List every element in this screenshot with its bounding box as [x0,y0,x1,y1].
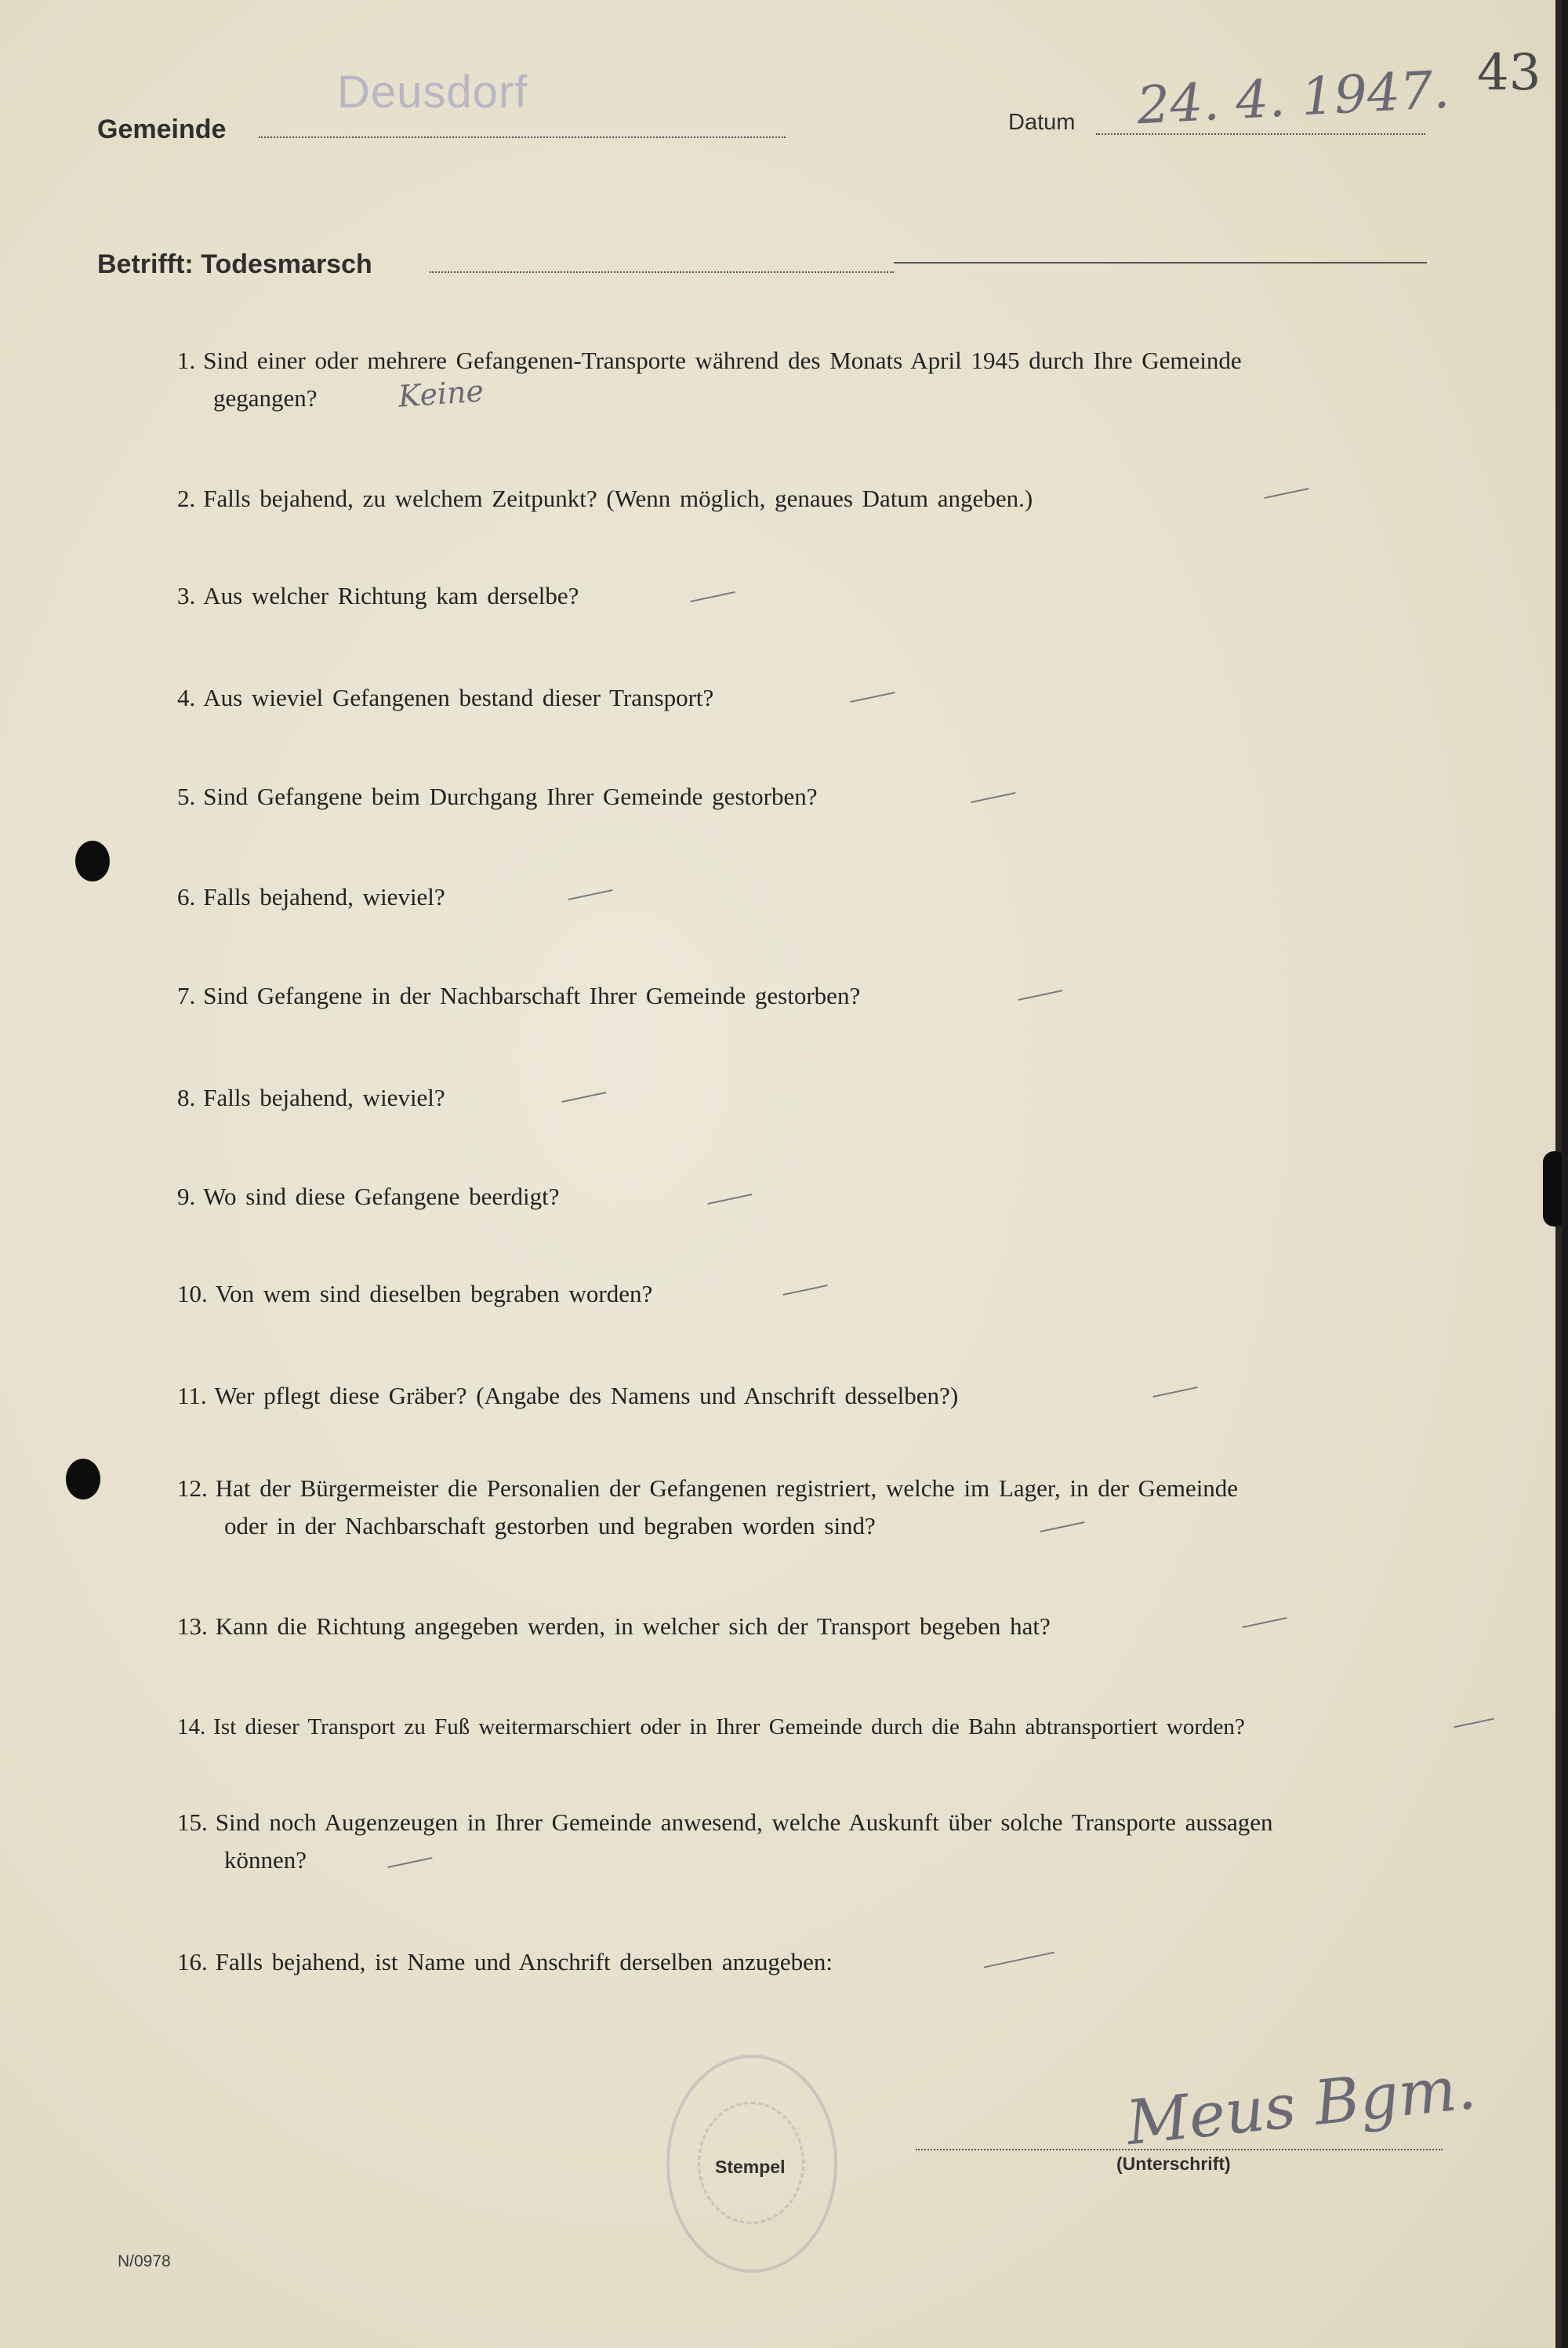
answer-13-dash [1242,1617,1287,1628]
question-text: Sind noch Augenzeugen in Ihrer Gemeinde anwesend, welche Auskunft über solche Transporte aussagen [215,1808,1273,1836]
signature: Meus Bgm. [1123,2052,1479,2160]
page-number: 43 [1477,44,1541,102]
datum-value: 24. 4. 1947. [1135,59,1451,136]
answer-16-dash [984,1951,1054,1968]
question-number: 5. [177,783,196,810]
question-8 [177,1079,445,1117]
question-9 [177,1178,559,1216]
question-number: 7. [177,982,196,1009]
question-number: 9. [177,1183,196,1210]
question-7 [177,977,860,1015]
question-number: 16. [177,1948,208,1975]
gemeinde-label: Gemeinde [97,114,227,144]
question-number: 6. [177,883,196,910]
stempel-label: Stempel [715,2157,786,2177]
question-number: 8. [177,1084,196,1111]
question-text: Sind Gefangene beim Durchgang Ihrer Gemeinde gestorben? [203,783,818,810]
question-text: Sind Gefangene in der Nachbarschaft Ihrer Gemeinde gestorben? [203,982,861,1009]
question-text-line2: gegangen? [213,384,318,412]
question-2 [177,480,1033,518]
question-15 [177,1804,1273,1879]
question-5 [177,778,817,816]
question-3 [177,577,579,615]
question-10 [177,1275,652,1313]
question-number: 2. [177,485,196,512]
question-text: Hat der Bürgermeister die Personalien der Gefangenen registriert, welche im Lager, in der Gemeinde [215,1474,1239,1502]
question-text-line2: oder in der Nachbarschaft gestorben und begraben worden sind? [224,1512,876,1539]
answer-4-dash [850,692,895,703]
question-6 [177,878,445,916]
question-12 [177,1470,1238,1545]
answer-6-dash [568,889,612,900]
question-text: Falls bejahend, wieviel? [203,883,445,910]
question-number: 1. [177,347,196,374]
question-number: 13. [177,1612,208,1640]
answer-1: Keine [397,373,485,414]
punch-hole-edge [1543,1151,1562,1227]
question-number: 12. [177,1474,208,1502]
question-text: Sind einer oder mehrere Gefangenen-Transporte während des Monats April 1945 durch Ihre Gemeinde [203,347,1242,374]
question-text: Wo sind diese Gefangene beerdigt? [203,1183,560,1210]
betrifft-line-1 [430,271,894,273]
question-text: Wer pflegt diese Gräber? (Angabe des Namens und Anschrift desselben?) [214,1382,959,1409]
question-text: Falls bejahend, wieviel? [203,1084,445,1111]
question-number: 3. [177,582,196,609]
answer-9-dash [707,1194,752,1205]
question-11 [177,1377,958,1415]
answer-11-dash [1152,1387,1197,1398]
question-4 [177,679,713,717]
question-number: 10. [177,1280,208,1307]
question-number: 15. [177,1808,208,1836]
punch-hole-bottom [66,1459,100,1499]
answer-3-dash [690,591,735,602]
gemeinde-line [259,136,786,138]
punch-hole-top [75,841,110,881]
question-text: Aus wieviel Gefangenen bestand dieser Transport? [203,684,714,711]
question-text: Aus welcher Richtung kam derselbe? [203,582,579,609]
answer-14-dash [1454,1718,1494,1728]
question-number: 4. [177,684,196,711]
form-code: N/0978 [118,2252,171,2270]
question-text: Kann die Richtung angegeben werden, in welcher sich der Transport begeben hat? [215,1612,1051,1640]
answer-10-dash [782,1285,827,1296]
question-text-line2: können? [224,1846,307,1874]
datum-label: Datum [1008,110,1076,135]
question-text: Falls bejahend, zu welchem Zeitpunkt? (Wenn möglich, genaues Datum angeben.) [203,485,1033,512]
betrifft-label: Betrifft: Todesmarsch [97,249,372,279]
question-16 [177,1943,833,1981]
question-14 [177,1708,1245,1746]
betrifft-line-2 [894,262,1427,264]
question-13 [177,1608,1051,1645]
question-number: 11. [177,1382,207,1409]
unterschrift-label: (Unterschrift) [1116,2154,1231,2174]
answer-5-dash [971,792,1015,803]
question-text: Ist dieser Transport zu Fuß weitermarschiert oder in Ihrer Gemeinde durch die Bahn abtransportiert worden? [213,1714,1245,1739]
answer-8-dash [561,1092,606,1103]
question-1 [177,342,1242,417]
gemeinde-stamp-value: Deusdorf [337,67,528,118]
answer-7-dash [1018,990,1062,1001]
question-text: Von wem sind dieselben begraben worden? [215,1280,653,1307]
question-number: 14. [177,1714,206,1739]
question-text: Falls bejahend, ist Name und Anschrift derselben anzugeben: [215,1948,833,1975]
answer-2-dash [1264,488,1308,499]
